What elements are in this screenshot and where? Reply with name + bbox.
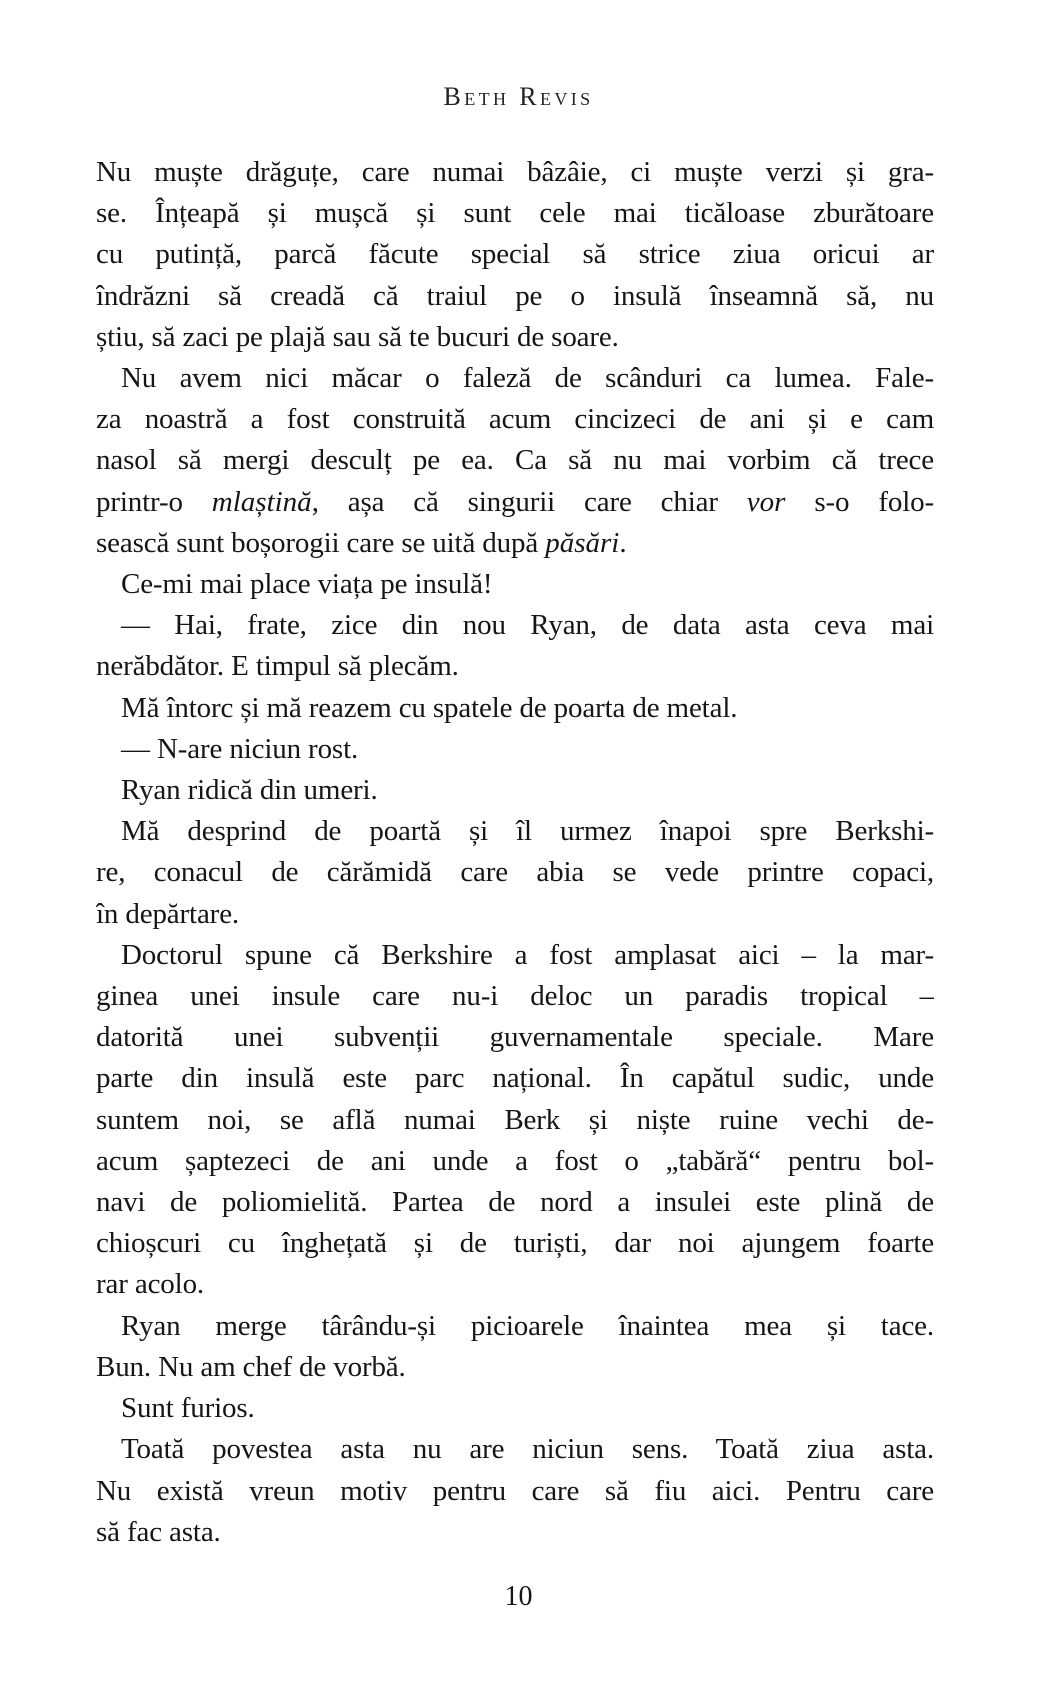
text-span: Mă desprind de poartă și îl urmez înapoi spre Berkshi- [121,815,934,848]
text-span: Nu avem nici măcar o faleză de scânduri ca lumea. Fale- [121,362,934,395]
text-line [96,482,934,523]
text-span: nasol să mergi desculț pe ea. Ca să nu mai vorbim că trece [96,444,934,477]
text-line [96,440,934,481]
text-line [96,976,934,1017]
text-line [96,1017,934,1058]
italic-span: mlaștină [211,485,312,518]
text-span: Bun. Nu am chef de vorbă. [96,1350,406,1383]
text-line [96,729,934,770]
text-span: za noastră a fost construită acum cincizeci de ani și e cam [96,403,934,436]
text-line [96,564,934,605]
text-line [96,276,934,317]
text-line [96,317,934,358]
text-span: Mă întorc și mă reazem cu spatele de poarta de metal. [121,691,738,724]
text-line [96,605,934,646]
running-header: Beth Revis [443,82,594,111]
text-line [96,1223,934,1264]
text-line [96,399,934,440]
text-line [96,852,934,893]
text-line [96,193,934,234]
text-span: Ce-mi mai place viața pe insulă! [121,568,493,601]
text-line [96,646,934,687]
page-number: 10 [504,1581,533,1612]
text-span: cu putință, parcă făcute special să strice ziua oricui ar [96,238,934,271]
text-span: s-o folo- [785,485,934,518]
text-line [96,935,934,976]
text-span: rar acolo. [96,1268,205,1301]
text-line [96,1182,934,1223]
text-span: Toată povestea asta nu are niciun sens. Toată ziua asta. [121,1433,934,1466]
text-line [96,770,934,811]
italic-span: vor [746,485,786,518]
text-line [96,523,934,564]
text-line [96,1512,934,1553]
text-span: — Hai, frate, zice din nou Ryan, de data asta ceva mai [121,609,934,642]
text-line [96,234,934,275]
text-span: Ryan merge târându-și picioarele înaintea mea și tace. [121,1309,934,1342]
text-span: Nu există vreun motiv pentru care să fiu aici. Pentru care [96,1474,934,1507]
text-span: re, conacul de cărămidă care abia se vede printre copaci, [96,856,934,889]
text-span: printr-o [96,485,212,518]
text-span: Nu muște drăguțe, care numai bâzâie, ci muște verzi și gra- [96,156,934,188]
text-span: îndrăzni să creadă că traiul pe o insulă înseamnă să, nu [96,279,934,312]
text-span: suntem noi, se află numai Berk și niște ruine vechi de- [96,1103,934,1136]
text-span: Doctorul spune că Berkshire a fost amplasat aici – la mar- [121,938,934,971]
text-block [96,152,934,1553]
text-span: Ryan ridică din umeri. [121,774,378,807]
text-span: . [619,526,627,559]
text-line [96,1100,934,1141]
text-span: , așa că singurii care chiar [311,485,747,518]
text-span: ginea unei insule care nu-i deloc un paradis tropical – [96,980,934,1013]
text-span: știu, să zaci pe plajă sau să te bucuri de soare. [96,320,619,353]
text-span: — N-are niciun rost. [121,732,359,765]
text-line [96,811,934,852]
text-line [96,1388,934,1429]
text-line [96,1264,934,1305]
text-line [96,1471,934,1512]
text-span: să fac asta. [96,1515,221,1548]
text-span: Sunt furios. [121,1392,255,1425]
text-span: nerăbdător. E timpul să plecăm. [96,650,459,683]
text-line [96,688,934,729]
text-line [96,152,934,193]
text-span: parte din insulă este parc național. În capătul sudic, unde [96,1062,934,1095]
text-span: navi de poliomielită. Partea de nord a insulei este plină de [96,1186,934,1219]
text-span: datorită unei subvenții guvernamentale speciale. Mare [96,1021,934,1054]
text-line [96,1306,934,1347]
italic-span: păsări [545,526,620,559]
text-span: în depărtare. [96,897,240,930]
text-span: chioșcuri cu înghețată și de turiști, dar noi ajungem foarte [96,1227,934,1260]
text-line [96,1058,934,1099]
text-line [96,358,934,399]
text-span: sească sunt boșorogii care se uită după [96,526,546,559]
text-line [96,1141,934,1182]
text-line [96,1347,934,1388]
text-line [96,894,934,935]
text-span: se. Înțeapă și mușcă și sunt cele mai ticăloase zburătoare [96,197,934,230]
text-line [96,1429,934,1470]
text-span: acum șaptezeci de ani unde a fost o „tabără“ pentru bol- [96,1144,934,1177]
